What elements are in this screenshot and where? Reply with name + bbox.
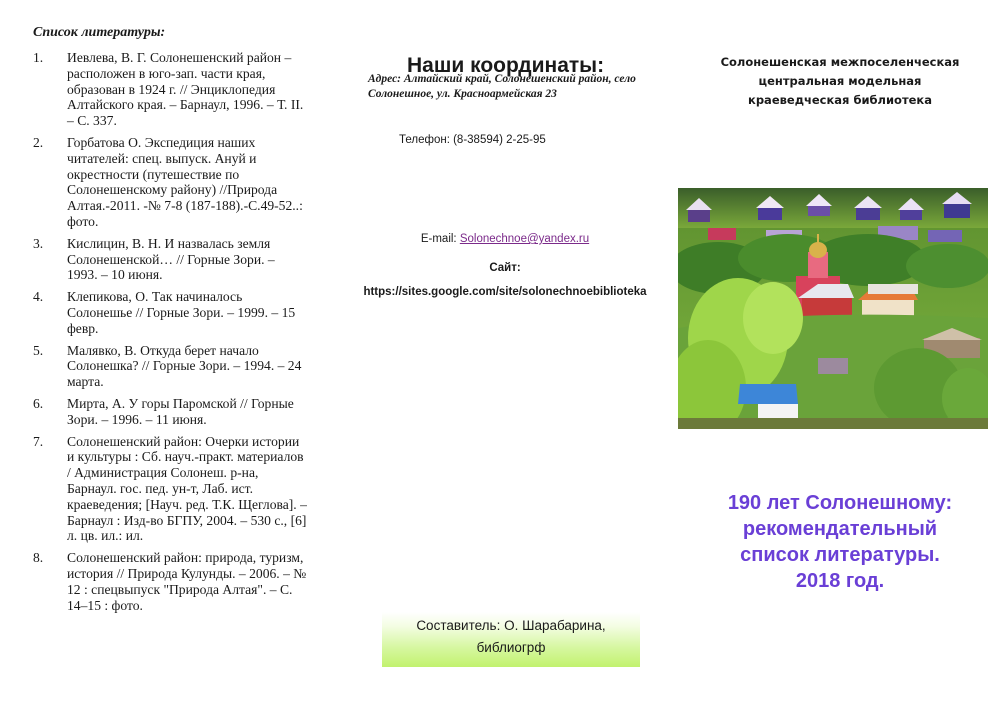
list-item-number: 2.: [33, 134, 44, 150]
list-item: [33, 289, 308, 336]
site-label: Сайт:: [489, 262, 521, 274]
list-item-number: 5.: [33, 342, 44, 358]
cover-title-line: 190 лет Солонешному:: [727, 492, 953, 514]
email-label: E-mail:: [420, 233, 460, 245]
village-photo: [678, 188, 988, 429]
list-item-text: Горбатова О. Экспедиция наших читателей: спец. выпуск. Ануй и окрестности (путешествие по Солонешенскому району) //Природа Алтая.-2011. -№ 7-8 (187-188).-С.49-52..: фото.: [67, 134, 303, 229]
email-link[interactable]: Solonechnoe@yandex.ru: [459, 233, 590, 245]
cover-title-line: рекомендательный: [742, 518, 938, 540]
compiler-name: Составитель: О. Шарабарина,: [416, 618, 606, 633]
list-item-number: 1.: [33, 50, 44, 65]
cover-title-line: 2018 год.: [795, 570, 885, 592]
list-item-number: 7.: [33, 433, 44, 449]
cover-title-line: список литературы.: [740, 544, 940, 566]
list-item-text: Иевлева, В. Г. Солонешенский район – расположен в юго-зап. части края, образован в 1924 г. // Энциклопедия Алтайского края. – Барнаул, 1996. – Т. II. – С. 337.: [67, 50, 304, 129]
list-item-number: 4.: [33, 289, 44, 305]
email-row: [340, 233, 670, 245]
list-item-number: 6.: [33, 395, 44, 411]
library-name: [680, 53, 1000, 110]
list-item: [33, 343, 308, 390]
list-item: [33, 550, 308, 613]
list-item-text: Клепикова, О. Так начиналось Солонешье // Горные Зори. – 1999. – 15 февр.: [67, 289, 296, 336]
site-url-link[interactable]: https://sites.google.com/site/solonechnoebiblioteka: [363, 286, 647, 298]
cover-title: [680, 490, 1000, 594]
list-item: [33, 135, 308, 230]
compiler-box: [382, 612, 640, 667]
list-item: [33, 236, 308, 283]
library-name-line: краеведческая библиотека: [748, 93, 932, 107]
list-item-text: Мирта, А. У горы Паромской // Горные Зори. – 1996. – 11 июня.: [67, 395, 294, 427]
list-item-text: Малявко, В. Откуда берет начало Солонешка? // Горные Зори. – 1994. – 24 марта.: [67, 342, 302, 390]
compiler-role: библиогрф: [476, 640, 546, 655]
list-item-text: Солонешенский район: Очерки истории и культуры : Сб. науч.-практ. материалов / Администрация Солонеш. р-на, Барнаул. гос. пед. ун-т, Лаб. ист. краеведения; [Науч. ред. Т.К. Щеглова]. – Барнаул : Изд-во БГПУ, 2004. – 530 с., [6] л. цв. ил.: ил.: [67, 433, 307, 544]
library-name-line: Солонешенская межпоселенческая: [720, 55, 960, 69]
address-text: Адрес: Алтайский край, Солонешенский район, село Солонешное, ул. Красноармейская 23: [368, 73, 636, 100]
list-item: [33, 396, 308, 428]
list-item: [33, 50, 308, 129]
list-item-number: 3.: [33, 235, 44, 251]
list-item-text: Солонешенский район: природа, туризм, история // Природа Кулунды. – 2006. – № 12 : спецвыпуск "Природа Алтая". – С. 14–15 : фото.: [67, 550, 307, 613]
library-name-line: центральная модельная: [758, 74, 922, 88]
phone-text: Телефон: (8-38594) 2-25-95: [399, 134, 546, 146]
list-item: [33, 434, 308, 545]
list-item-text: Кислицин, В. Н. И назвалась земля Солонешенской… // Горные Зори. – 1993. – 10 июня.: [67, 235, 275, 283]
contacts-heading: Наши координаты:: [407, 54, 605, 77]
bibliography-list: [33, 50, 308, 619]
list-item-number: 8.: [33, 550, 44, 566]
bibliography-heading: Список литературы:: [33, 25, 166, 40]
